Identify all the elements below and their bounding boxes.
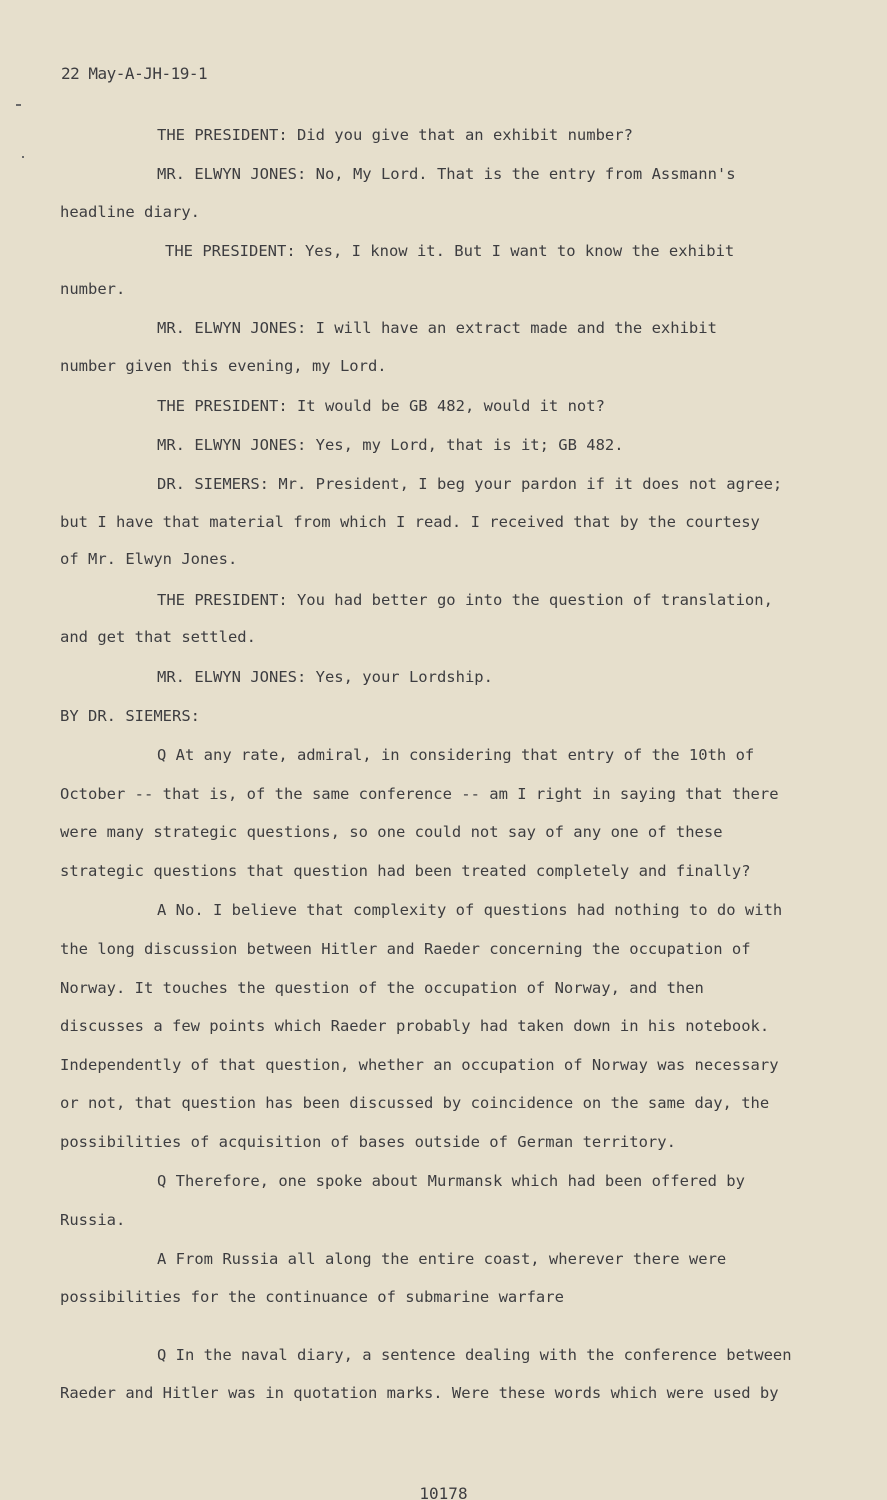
text-line: A No. I believe that complexity of questions had nothing to do with [157, 901, 783, 919]
document-header: 22 May-A-JH-19-1 [61, 64, 208, 83]
text-line: headline diary. [60, 203, 200, 221]
text-line: THE PRESIDENT: It would be GB 482, would it not? [157, 397, 605, 415]
text-line: MR. ELWYN JONES: No, My Lord. That is the entry from Assmann's [157, 165, 736, 183]
text-line: discusses a few points which Raeder probably had taken down in his notebook. [60, 1017, 770, 1035]
text-line: Independently of that question, whether an occupation of Norway was necessary [60, 1056, 779, 1074]
text-line: THE PRESIDENT: You had better go into the question of translation, [157, 591, 773, 609]
text-line: October -- that is, of the same conference -- am I right in saying that there [60, 785, 779, 803]
text-line: A From Russia all along the entire coast, wherever there were [157, 1250, 727, 1268]
text-line: Q At any rate, admiral, in considering that entry of the 10th of [157, 746, 755, 764]
text-line: strategic questions that question had been treated completely and finally? [60, 862, 751, 880]
text-line: possibilities for the continuance of submarine warfare [60, 1288, 564, 1306]
text-line: MR. ELWYN JONES: Yes, my Lord, that is it; GB 482. [157, 436, 624, 454]
section-heading: BY DR. SIEMERS: [60, 707, 200, 725]
text-line: THE PRESIDENT: Did you give that an exhibit number? [157, 126, 633, 144]
text-line: the long discussion between Hitler and Raeder concerning the occupation of [60, 940, 751, 958]
text-line: Q In the naval diary, a sentence dealing with the conference between [157, 1346, 792, 1364]
text-line: or not, that question has been discussed by coincidence on the same day, the [60, 1094, 770, 1112]
page-number: 10178 [419, 1484, 468, 1500]
margin-mark [22, 156, 24, 158]
text-line: and get that settled. [60, 628, 256, 646]
text-line: Norway. It touches the question of the occupation of Norway, and then [60, 979, 704, 997]
text-line: THE PRESIDENT: Yes, I know it. But I want to know the exhibit [165, 242, 735, 260]
text-line: MR. ELWYN JONES: Yes, your Lordship. [157, 668, 493, 686]
text-line: number given this evening, my Lord. [60, 357, 387, 375]
text-line: Russia. [60, 1211, 126, 1229]
text-line: but I have that material from which I read. I received that by the courtesy [60, 513, 760, 531]
text-line: possibilities of acquisition of bases outside of German territory. [60, 1133, 676, 1151]
text-line: Raeder and Hitler was in quotation marks. Were these words which were used by [60, 1384, 779, 1402]
text-line: DR. SIEMERS: Mr. President, I beg your pardon if it does not agree; [157, 475, 783, 493]
text-line: MR. ELWYN JONES: I will have an extract made and the exhibit [157, 319, 717, 337]
text-line: number. [60, 280, 126, 298]
margin-mark [16, 104, 21, 106]
text-line: Q Therefore, one spoke about Murmansk which had been offered by [157, 1172, 745, 1190]
text-line: of Mr. Elwyn Jones. [60, 550, 238, 568]
text-line: were many strategic questions, so one could not say of any one of these [60, 823, 723, 841]
